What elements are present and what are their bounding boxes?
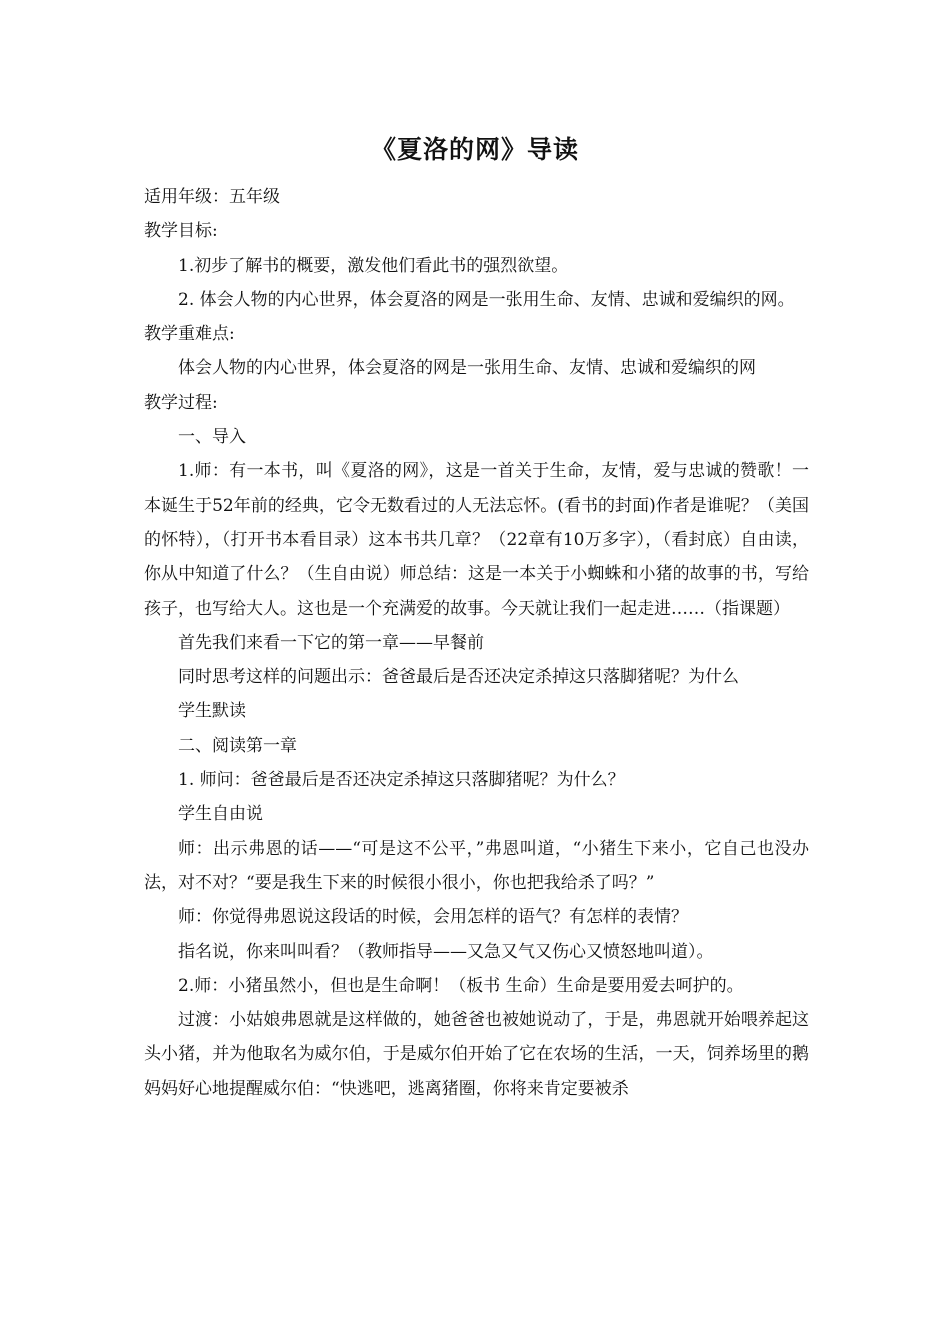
- subheading-chapter-one: 二、阅读第一章: [178, 735, 297, 756]
- document-body: [144, 180, 809, 1106]
- section-heading-objectives: 教学目标:: [144, 221, 218, 242]
- paragraph: 2. 体会人物的内心世界，体会夏洛的网是一张用生命、友情、忠诚和爱编织的网。: [178, 289, 795, 310]
- paragraph: 师：出示弗恩的话——“可是这不公平，”弗恩叫道，“小猪生下来小，它自己也没办法，对不对？“要是我生下来的时候很小很小，你也把我给杀了吗？”: [144, 838, 809, 893]
- paragraph: 2.师：小猪虽然小，但也是生命啊！（板书 生命）生命是要用爱去呵护的。: [178, 975, 744, 996]
- paragraph: 学生默读: [178, 701, 246, 722]
- paragraph: 1.师：有一本书，叫《夏洛的网》，这是一首关于生命，友情，爱与忠诚的赞歌！一本诞生于52年前的经典，它令无数看过的人无法忘怀。(看书的封面)作者是谁呢？（美国的怀特），（打开书本看目录）这本书共几章？（22章有10万多字），（看封底）自由读，你从中知道了什么？（生自由说）师总结：这是一本关于小蜘蛛和小猪的故事的书，写给孩子，也写给大人。这也是一个充满爱的故事。今天就让我们一起走进……（指课题）: [144, 461, 809, 619]
- paragraph: 1. 师问：爸爸最后是否还决定杀掉这只落脚猪呢？为什么？: [178, 770, 625, 791]
- subheading-introduction: 一、导入: [178, 427, 246, 448]
- section-heading-key-points: 教学重难点:: [144, 324, 235, 345]
- paragraph: 过渡：小姑娘弗恩就是这样做的，她爸爸也被她说动了，于是，弗恩就开始喂养起这头小猪，并为他取名为威尔伯，于是威尔伯开始了它在农场的生活，一天，饲养场里的鹅妈妈好心地提醒威尔伯：“快逃吧，逃离猪圈，你将来肯定要被杀: [144, 1010, 809, 1099]
- document-title: 《夏洛的网》导读: [370, 135, 579, 164]
- paragraph: 首先我们来看一下它的第一章——早餐前: [178, 632, 484, 653]
- paragraph: 学生自由说: [178, 804, 263, 825]
- paragraph: 师：你觉得弗恩说这段话的时候，会用怎样的语气？有怎样的表情？: [178, 907, 688, 928]
- section-heading-process: 教学过程:: [144, 392, 218, 413]
- paragraph: 体会人物的内心世界，体会夏洛的网是一张用生命、友情、忠诚和爱编织的网: [178, 358, 756, 379]
- paragraph: 指名说，你来叫叫看？（教师指导——又急又气又伤心又愤怒地叫道）。: [178, 941, 714, 962]
- paragraph: 1.初步了解书的概要，激发他们看此书的强烈欲望。: [178, 255, 569, 276]
- paragraph: 同时思考这样的问题出示：爸爸最后是否还决定杀掉这只落脚猪呢？为什么: [178, 667, 739, 688]
- grade-line: 适用年级：五年级: [144, 187, 280, 207]
